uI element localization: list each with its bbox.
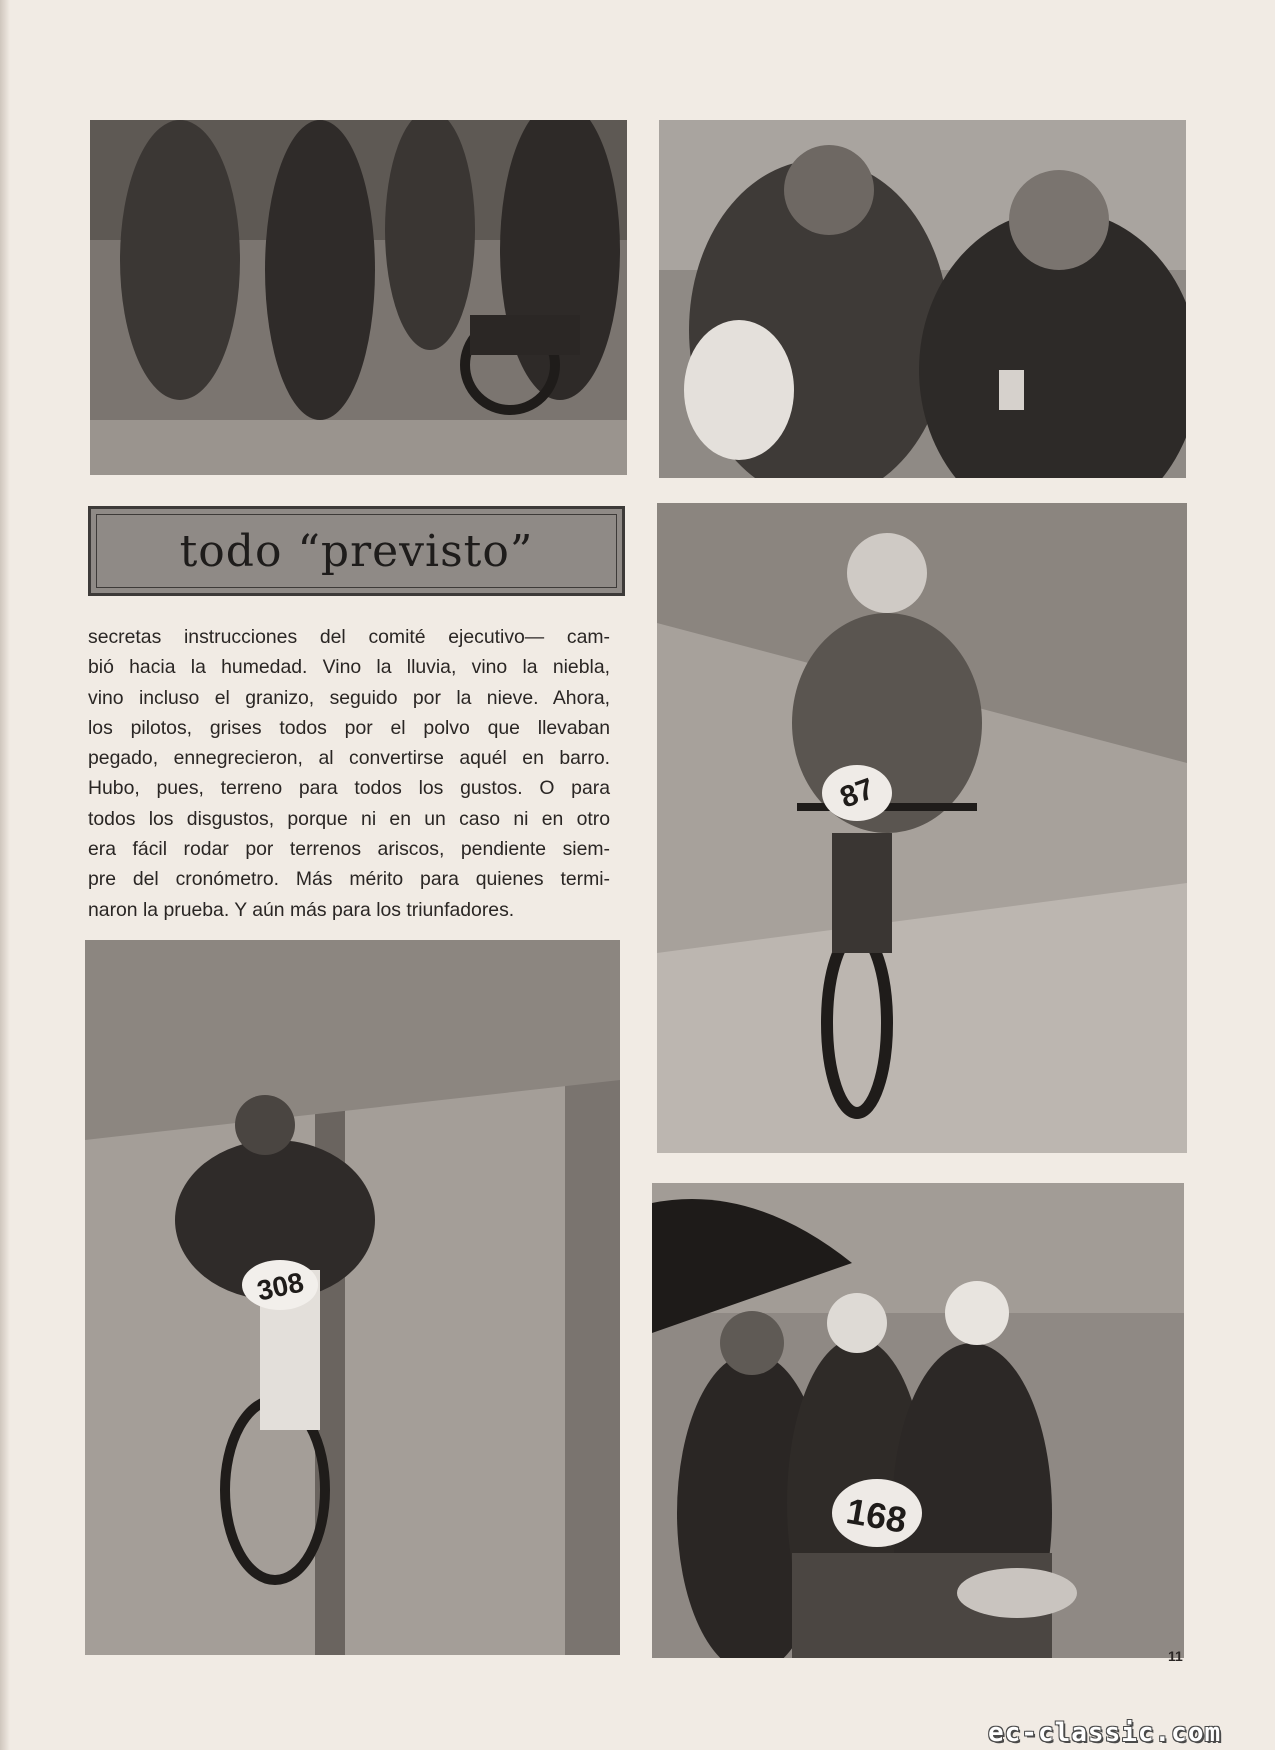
photo-riders-umbrella-168 xyxy=(652,1183,1184,1658)
article-line: vino incluso el granizo, seguido por la nieve. Ahora, xyxy=(88,686,610,709)
page-edge-shadow xyxy=(0,0,10,1750)
photo-riders-resting xyxy=(659,120,1186,478)
headline-box xyxy=(88,506,625,596)
watermark: ec-classic.com xyxy=(988,1718,1222,1748)
article-line: naron la prueba. Y aún más para los triunfadores. xyxy=(88,898,515,921)
article-body xyxy=(88,622,610,925)
race-number-168: 168 xyxy=(843,1490,910,1541)
headline: todo “previsto” xyxy=(179,525,534,577)
photo-rider-87 xyxy=(657,503,1187,1153)
race-number-308: 308 xyxy=(254,1266,307,1307)
race-number-87: 87 xyxy=(835,772,879,815)
article-line: Hubo, pues, terreno para todos los gustos. O para xyxy=(88,777,610,800)
photo-spectators-motorcycle xyxy=(90,120,627,475)
photo-rider-308 xyxy=(85,940,620,1655)
article-line: secretas instrucciones del comité ejecutivo— cam- xyxy=(88,626,610,648)
article-line: pegado, ennegrecieron, al convertirse aquél en barro. xyxy=(88,747,610,770)
article-line: bió hacia la humedad. Vino la lluvia, vino la niebla, xyxy=(88,656,610,679)
article-line: los pilotos, grises todos por el polvo que llevaban xyxy=(88,716,610,739)
page-number: 11 xyxy=(1168,1648,1183,1664)
article-line: pre del cronómetro. Más mérito para quienes termi- xyxy=(88,868,610,891)
article-line: era fácil rodar por terrenos ariscos, pendiente siem- xyxy=(88,838,610,861)
article-line: todos los disgustos, porque ni en un caso ni en otro xyxy=(88,807,610,830)
